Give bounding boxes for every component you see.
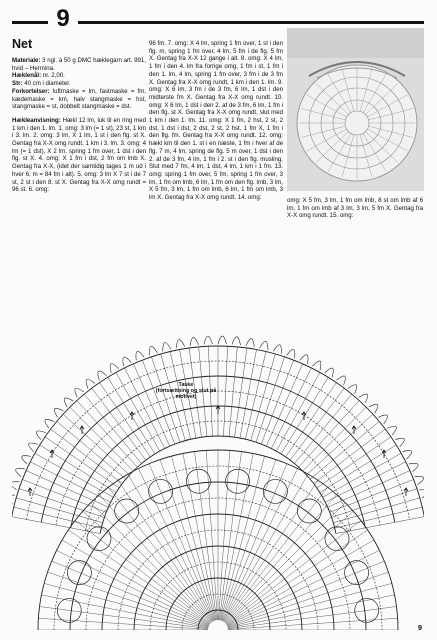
chart-stitch-line [336, 517, 424, 534]
size-text: 40 cm i diameter. [24, 80, 71, 88]
hook-label: Hæklenål: [12, 72, 42, 80]
chart-stitch-line [323, 453, 402, 497]
chart-motif-spoke [226, 530, 367, 624]
chart-stitch-line [261, 360, 293, 444]
chart-picot-loop [176, 339, 184, 348]
pattern-title: Net [12, 37, 33, 51]
chart-picot-loop [300, 355, 308, 364]
instructions-right-text: omg: X 5 fm, 3 lm, 1 fm om lmb, 8 st om lmb af 6 lm, 1 fm om lmb af 3 lm, 3 lm, 5 fm X. Gentag fra X-X omg rundt. 15. omg: [287, 197, 423, 220]
chart-motif-spoke [91, 503, 211, 623]
chart-picot-loop [287, 349, 295, 358]
chart-stitch-line [142, 360, 174, 444]
chart-motif-spoke [224, 480, 318, 621]
chart-stitch-line [30, 462, 110, 502]
chart-motif-spoke [48, 572, 209, 627]
chart-stitch-line [26, 471, 108, 508]
chart-motif-spoke [75, 520, 210, 623]
chart-motif-spoke [227, 550, 379, 625]
chart-stitch-line [330, 480, 414, 513]
chart-stitch-line [332, 489, 417, 518]
chart-stitch-line [310, 421, 379, 479]
materials-label: Materiale: [12, 57, 41, 64]
product-photo [287, 28, 424, 191]
chart-motif-spoke [108, 487, 211, 622]
chart-motif-spoke [221, 460, 276, 621]
chart-stitch-line [100, 383, 151, 457]
chart-picot-loop [136, 351, 144, 360]
abbreviations-text: luftmaske = lm, fastmaske = fm, kædemaske = km, halv stangmaske = hst, stangmaske = st, dobbelt stangmaske = dst. [12, 87, 147, 111]
chart-motif-spoke [225, 503, 345, 623]
chart-caption-subtitle: (fortsættning og slut på motivet) [155, 388, 217, 401]
chart-stitch-line [251, 354, 276, 441]
chart-stitch-line [245, 352, 266, 440]
chart-motif-spoke [224, 487, 327, 622]
chart-motif-spoke [183, 453, 216, 620]
abbreviations-label: Forkortelser: [12, 87, 50, 95]
chart-stitch-line [16, 498, 102, 523]
chart-stitch-line [45, 437, 119, 488]
chart-motif-spoke [52, 561, 209, 626]
chart-stitch-line [57, 421, 126, 479]
chart-picot-loop [163, 342, 171, 351]
pattern-number: 9 [56, 5, 70, 32]
chart-picot-loop [260, 341, 268, 350]
chart-motif-spoke [118, 480, 212, 621]
chart-stitch-line [276, 372, 320, 451]
instructions-left-column [12, 57, 146, 200]
chart-stitch-line [19, 489, 104, 518]
chart-picot-loop [246, 339, 254, 348]
materials-text: 3 ngl. à 50 g DMC hæklegarn art. 991, hvid – Hermina. [12, 57, 146, 72]
chart-motif-spoke [206, 450, 217, 620]
chart-picot-loop [415, 476, 424, 484]
chart-stitch-line [92, 388, 146, 460]
chart-motif-spoke [160, 460, 215, 621]
materials-paragraph [12, 57, 146, 111]
chart-picot-loop [204, 336, 212, 344]
chart-picot-loop [123, 357, 131, 366]
chart-picot-loop [409, 463, 418, 471]
chart-stitch-line [333, 498, 419, 523]
chart-stitch-line [314, 429, 386, 483]
chart-motif-spoke [227, 572, 388, 627]
instructions-middle-text: 96 fm. 7. omg: X 4 lm, spring 1 fm over, 1 st i den flg. m, spring 1 fm over, 4 lm, 5 fm i de flg. 5 fm X. Gentag fra X-X 12 gange i alt. 8. omg: X 4 lm, 1 fm i den 4. lm fra forrige omg, 1 fm i st, 1 fm i den 1. lm, 4 lm, spring 1 fm over, 3 fm i de 3 fm X. Gentag fra X-X omg rundt, 1 km i den 1. lm. 9. omg: X 6 lm, 3 fm i de 3 fm, 6 lm, 1 dst i den midterste fm X. Gentag fra X-X omg rundt. 10. omg: X 6 lm, 1 dst i den 2. af de 3 fm, 6 lm, 1 fm i den flg. st X. Gentag fra X-X omg rundt, slut med 1 km i den 1. lm. 11. omg: X 1 fm, 2 hst, 2 st, 2 dst, 1 dst i dst, 2 dst, 2 st, 2 hst, 1 fm X, 1 fm i den flg. fm. Gentag fra X-X omg rundt. 12. omg: hækl km til den 1. st i en næste, 1 fm i hver af de flg. 7 m, 4 lm, spring de flg. 5 m over, 1 dst i den 2. af de 3 fm, 4 lm, 1 fm i 2. st i den flg. musling. Slut med 7 fm, 4 lm, 1 dst, 4 lm, 1 km i 1 fm. 13. omg: spring 1 fm over, 5 fm, spring 1 fm over, 3 lm, 1 fm om lmb, 6 lm, 1 fm om den flg. lmb, 3 lm, X 5 fm, 3 lm, 1 fm om lmb, 6 lm, 1 fm om lmb, 3 lm X. Gentag fra X-X omg rundt. 14. omg: [149, 40, 283, 202]
chart-picot-loop [273, 345, 281, 354]
chart-stitch-line [294, 394, 351, 463]
chart-stitch-line [271, 368, 311, 449]
chart-caption [146, 382, 226, 401]
page-number: 9 [417, 623, 422, 632]
chart-motif-spoke [226, 520, 361, 623]
chart-stitch-line [84, 394, 141, 463]
chart-stitch-line [266, 364, 302, 446]
instructions-right-column [287, 197, 423, 220]
size-label: Str: [12, 80, 23, 88]
chart-picot-loop [218, 336, 226, 344]
chart-stitch-line [256, 357, 285, 442]
chart-picot-loop [16, 468, 25, 476]
chart-motif-spoke [222, 469, 297, 621]
chart-motif-spoke [68, 530, 209, 624]
chart-picot-loop [190, 337, 198, 345]
chart-stitch-line [325, 462, 405, 502]
hook-text: nr. 2,00. [42, 72, 65, 80]
chart-stitch-line [317, 437, 391, 488]
chart-picot-loop [12, 482, 19, 490]
chart-stitch-line [328, 471, 410, 508]
chart-bottom-motif [38, 450, 398, 630]
chart-picot-loop [232, 337, 240, 345]
pattern-number-box [48, 6, 78, 32]
chart-picot-loop [419, 490, 424, 498]
chart-motif-spoke [222, 464, 287, 621]
chart-stitch-line [125, 368, 165, 449]
chart-motif-spoke [149, 464, 214, 621]
chart-stitch-line [290, 388, 344, 460]
instructions-middle-column [149, 40, 283, 202]
chart-motif-spoke [41, 595, 208, 628]
chart-motif-spoke [227, 561, 384, 626]
chart-stitch-line [12, 517, 100, 534]
chart-motif-spoke [220, 453, 253, 620]
instructions-left-text: 1. omg: 3 lm (= 1 st), 23 st, 1 km i 3. lm. 2. omg: 3 lm, X 1 lm, 1 st i den flg. st X. Gentag fra X-X omg rundt, 1 km i 3. lm. 3. omg: 4 lm (= 1 dst), X 2 lm, spring 1 fm over, 1 dst i den flg. st X. 4. omg: X 1 fm i dst, 2 fm om lmb X. Gentag fra X-X, (idet der samtidig tages 1 m ud i hver 6. m = 84 fm i alt). 5. omg: 3 lm X 7 st i de 7 st, 2 st i den 8. st X. Gentag fra X-X omg rundt = 96 st. 6. omg: [12, 124, 146, 194]
chart-picot-loop [149, 346, 157, 355]
instructions-paragraph [12, 117, 146, 194]
chart-motif-spoke [38, 618, 208, 629]
chart-stitch-line [286, 383, 337, 457]
instructions-intro: Hækl 12 lm, luk til en ring med 1 km i den 1. lm. [12, 116, 146, 132]
crochet-chart [12, 226, 424, 630]
crochet-bag-photo [287, 28, 424, 191]
chart-stitch-line [22, 480, 106, 513]
chart-stitch-line [35, 453, 114, 497]
chart-stitch-line [133, 364, 169, 446]
chart-motif-spoke [228, 595, 395, 628]
chart-stitch-line [51, 429, 123, 483]
chart-picot-loop [12, 495, 15, 503]
chart-caption-title: Taske [178, 382, 194, 388]
chart-motif-spoke [138, 469, 213, 621]
instructions-label: Hækleanvisning: [12, 116, 61, 124]
chart-motif-spoke [57, 550, 209, 625]
